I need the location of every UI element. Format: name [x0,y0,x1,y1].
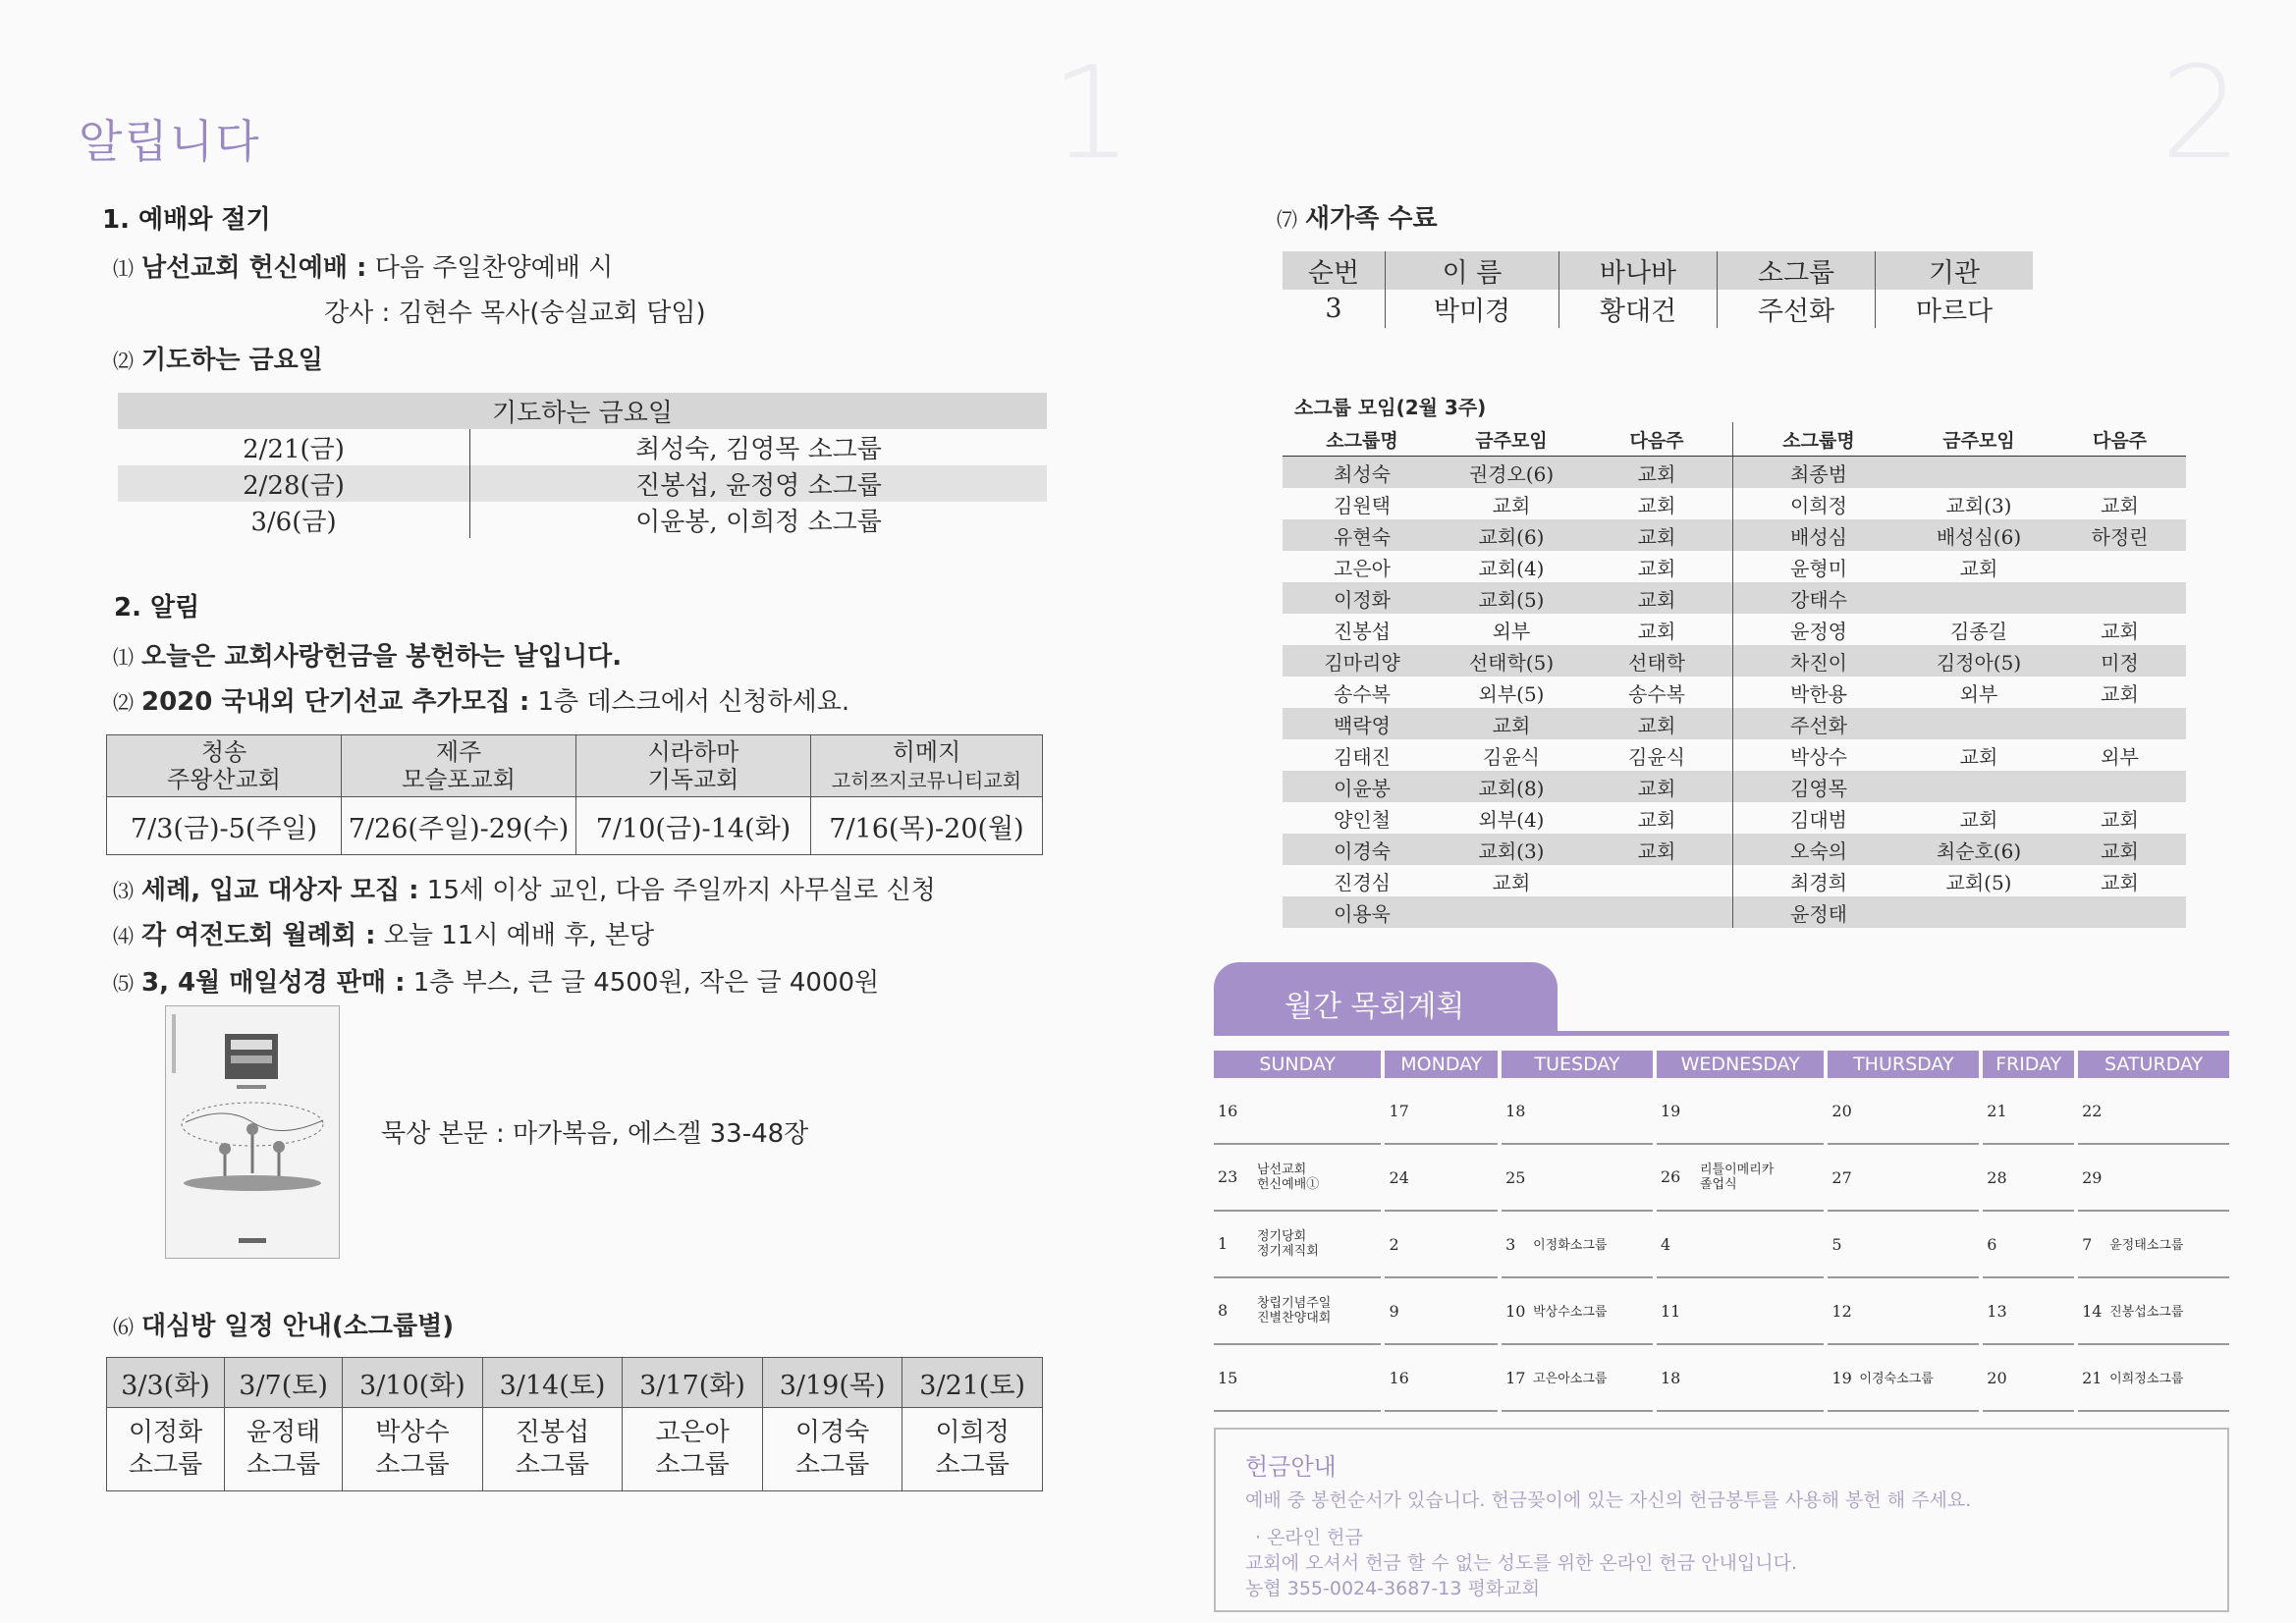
group-cell [1581,865,1733,896]
notice-2-2: ⑵ 2020 국내외 단기선교 추가모집 : 1층 데스크에서 신청하세요. [113,687,850,717]
group-header: 금주모임 [1904,422,2053,457]
group-cell: 교회(4) [1478,556,1545,580]
notice-item-2: ⑵ 기도하는 금요일 [113,346,323,375]
day-number: 23 [1218,1166,1238,1186]
newfam-cell: 황대건 [1559,290,1718,328]
offering-line-2: · 온라인 헌금 [1255,1527,1363,1548]
group-cell: 교회(5) [1442,582,1581,614]
calendar-event: 진봉섭소그룹 [2109,1304,2184,1320]
group-cell: 교회 [1637,619,1676,643]
calendar-day [2078,1212,2229,1278]
calendar-week [1214,1278,2229,1345]
weekday-header: WEDNESDAY [1657,1051,1824,1078]
day-number: 8 [1218,1300,1229,1320]
calendar-day [1385,1278,1498,1345]
group-cell: 교회 [1959,744,1998,769]
calendar-day [1214,1078,1381,1145]
day-number: 21 [2082,1368,2103,1387]
group-cell: 교회 [1959,807,1998,832]
calendar-day [2078,1078,2229,1145]
group-cell [1904,708,2053,739]
calendar-day [1385,1078,1498,1145]
calendar-event: 창립기념주일 진별찬양대회 [1257,1296,1332,1325]
group-cell: 교회 [1637,493,1676,517]
group-cell: 송수복 [1334,681,1391,706]
group-row [1283,896,2186,928]
group-cell [2053,457,2186,489]
group-cell: 외부(4) [1478,807,1545,832]
group-cell: 배성심 [1733,519,1905,551]
group-cell: 교회(3) [1442,834,1581,865]
day-number: 9 [1389,1301,1399,1321]
calendar-day [1385,1145,1498,1212]
group-cell [2053,896,2186,928]
day-number: 17 [1389,1101,1409,1120]
mission-date: 7/16(목)-20(월) [811,797,1043,855]
mission-place: 제주 모슬포교회 [342,735,576,797]
day-number: 15 [1218,1368,1238,1387]
group-cell: 김대범 [1733,802,1905,834]
calendar-day [2078,1145,2229,1212]
calendar-event: 남선교회 헌신예배① [1257,1163,1320,1192]
group-cell: 김영목 [1733,771,1905,802]
group-header: 소그룹명 [1283,422,1442,457]
group-row [1283,457,2186,489]
group-cell: 진봉섭 [1334,619,1391,643]
group-cell: 최성숙 [1283,457,1442,489]
group-cell: 교회 [2101,619,2139,643]
group-cell: 외부(5) [1478,681,1545,706]
weekday-header: FRIDAY [1983,1051,2074,1078]
group-cell: 윤정태 [1733,896,1905,928]
visit-group: 윤정태 소그룹 [225,1408,343,1491]
group-cell: 교회(3) [1945,493,2012,517]
day-number: 20 [1831,1101,1852,1120]
group-cell: 교회 [1637,807,1676,832]
group-cell: 교회 [2101,681,2139,706]
mission-place: 히메지 고히쯔지코뮤니티교회 [811,735,1043,797]
group-cell: 이용욱 [1283,896,1442,928]
group-meeting-title: 소그룹 모임(2월 3주) [1294,396,1487,419]
group-cell: 교회 [2101,807,2139,832]
group-cell: 송수복 [1628,681,1685,706]
prayer-date: 3/6(금) [118,502,470,538]
visit-group: 박상수 소그룹 [343,1408,483,1491]
calendar-day [1214,1278,1381,1345]
group-cell: 박한용 [1733,676,1905,708]
newfam-cell: 주선화 [1718,290,1876,328]
day-number: 20 [1987,1368,2007,1387]
visit-date: 3/7(토) [225,1358,343,1408]
calendar-week [1214,1345,2229,1412]
calendar-day [1983,1278,2074,1345]
group-cell: 교회 [2101,493,2139,517]
page-number-2: 2 [2160,38,2242,188]
day-number: 18 [1660,1368,1681,1387]
day-number: 25 [1505,1167,1526,1187]
offering-line-3: 교회에 오셔서 헌금 할 수 없는 성도를 위한 온라인 헌금 안내입니다. [1245,1552,1797,1574]
notice-2-3: ⑶ 세례, 입교 대상자 모집 : 15세 이상 교인, 다음 주일까지 사무실로 신청 [113,876,936,905]
day-number: 19 [1831,1368,1852,1387]
group-cell: 김원택 [1334,493,1391,517]
page-title: 알립니다 [79,115,261,168]
group-cell: 교회 [1492,493,1531,517]
calendar-day [1502,1078,1653,1145]
offering-info-box [1214,1428,2229,1612]
group-row [1283,708,2186,739]
group-header: 다음주 [2053,422,2186,457]
newfam-cell: 박미경 [1386,290,1559,328]
group-cell: 진경심 [1334,870,1391,894]
group-cell: 교회 [1581,582,1733,614]
day-number: 16 [1389,1368,1409,1387]
group-row [1283,551,2186,582]
group-cell [2053,582,2186,614]
visit-date: 3/19(목) [762,1358,902,1408]
group-cell: 교회(5) [1945,870,2012,894]
calendar-day [1657,1145,1824,1212]
prayer-date: 2/21(금) [118,429,470,465]
notice-item-1: ⑴ 남선교회 헌신예배 : 다음 주일찬양예배 시 [113,253,614,283]
calendar-day [1385,1345,1498,1412]
group-cell: 김태진 [1334,744,1391,769]
visit-date: 3/10(화) [343,1358,483,1408]
calendar-day [1983,1212,2074,1278]
group-cell: 최순호(6) [1904,834,2053,865]
offering-account: 농협 355-0024-3687-13 평화교회 [1245,1578,1540,1599]
mission-date: 7/3(금)-5(주일) [107,797,342,855]
group-row [1283,519,2186,551]
group-cell: 교회 [2101,870,2139,894]
calendar-day [1828,1278,1979,1345]
prayer-table-header: 기도하는 금요일 [118,393,1047,429]
group-cell: 김마리양 [1283,645,1442,676]
calendar-day [1828,1078,1979,1145]
group-cell: 교회 [1581,834,1733,865]
day-number: 24 [1389,1167,1409,1187]
weekday-header: THURSDAY [1828,1051,1979,1078]
weekday-header: SATURDAY [2078,1051,2229,1078]
day-number: 29 [2082,1167,2103,1187]
day-number: 19 [1660,1101,1681,1120]
calendar-event: 윤정태소그룹 [2109,1237,2184,1253]
group-cell [2053,551,2186,582]
group-cell: 외부 [1492,619,1531,643]
prayer-groups: 최성숙, 김영목 소그룹 [635,435,882,464]
prayer-groups: 진봉섭, 윤정영 소그룹 [470,465,1048,502]
group-cell: 이희정 [1733,488,1905,519]
group-cell [1581,896,1733,928]
calendar-title-tab [1214,962,1558,1033]
visit-date: 3/21(토) [902,1358,1043,1408]
calendar-day [1214,1212,1381,1278]
day-number: 18 [1505,1101,1526,1120]
group-cell: 권경오(6) [1442,457,1581,489]
group-row [1283,676,2186,708]
group-cell: 김정아(5) [1904,645,2053,676]
calendar-title-rule [1214,1031,2229,1036]
newfam-header: 순번 [1283,251,1386,290]
day-number: 5 [1831,1234,1842,1254]
section1-heading: 1. 예배와 절기 [102,205,271,235]
day-number: 21 [1987,1101,2007,1120]
group-cell: 박상수 [1733,739,1905,771]
group-cell: 교회(8) [1442,771,1581,802]
calendar-day [1657,1078,1824,1145]
group-cell: 오숙의 [1733,834,1905,865]
group-row [1283,771,2186,802]
group-row [1283,614,2186,645]
offering-line-1: 예배 중 봉헌순서가 있습니다. 헌금꽂이에 있는 자신의 헌금봉투를 사용해 봉헌 해 주세요. [1245,1489,1972,1511]
group-cell: 김윤식 [1483,744,1540,769]
small-group-table [1283,422,2186,928]
mission-table [106,734,1043,855]
group-cell: 이정화 [1283,582,1442,614]
group-cell: 교회 [1492,870,1531,894]
group-cell: 교회(6) [1442,519,1581,551]
newfam-header: 바나바 [1559,251,1718,290]
calendar-day [1983,1345,2074,1412]
visit-date: 3/3(화) [107,1358,225,1408]
group-cell: 교회 [1581,519,1733,551]
newfam-cell: 마르다 [1915,297,1994,327]
calendar-day [1502,1212,1653,1278]
day-number: 22 [2082,1101,2103,1120]
day-number: 11 [1660,1301,1681,1321]
monthly-calendar [1210,1051,2233,1412]
day-number: 16 [1218,1101,1238,1120]
group-cell: 교회 [1959,556,1998,580]
new-family-table [1283,251,2033,328]
group-cell: 최경희 [1733,865,1905,896]
notice-2-7: ⑺ 새가족 수료 [1277,204,1438,234]
group-cell: 선태학 [1581,645,1733,676]
group-cell: 강태수 [1733,582,1905,614]
mission-place: 시라하마 기독교회 [576,735,811,797]
group-header: 소그룹명 [1733,422,1905,457]
group-cell: 교회 [1442,708,1581,739]
calendar-day [1502,1278,1653,1345]
visit-date: 3/14(토) [482,1358,623,1408]
calendar-week [1214,1212,2229,1278]
calendar-day [1657,1345,1824,1412]
newfam-header: 이 름 [1386,251,1559,290]
calendar-day [1214,1345,1381,1412]
day-number: 10 [1505,1301,1526,1321]
group-row [1283,802,2186,834]
group-row [1283,582,2186,614]
weekday-header: TUESDAY [1502,1051,1653,1078]
weekday-header: SUNDAY [1214,1051,1381,1078]
visit-group: 이희정 소그룹 [902,1408,1043,1491]
day-number: 7 [2082,1234,2093,1254]
group-cell [2053,771,2186,802]
group-row [1283,834,2186,865]
calendar-day [1828,1145,1979,1212]
group-cell: 배성심(6) [1904,519,2053,551]
group-cell [1442,896,1581,928]
visit-group: 고은아 소그룹 [623,1408,763,1491]
group-cell: 교회 [1581,457,1733,489]
calendar-day [1828,1345,1979,1412]
day-number: 4 [1660,1234,1671,1254]
group-row [1283,488,2186,519]
calendar-event: 정기당회 정기제직회 [1257,1229,1319,1259]
calendar-event: 이희정소그룹 [2109,1371,2184,1386]
calendar-event: 이정화소그룹 [1533,1237,1608,1253]
day-number: 3 [1505,1234,1516,1254]
day-number: 1 [1218,1233,1229,1253]
calendar-day [1983,1145,2074,1212]
offering-title: 헌금안내 [1245,1453,1337,1481]
mission-date: 7/10(금)-14(화) [576,797,811,855]
group-cell: 교회 [1581,771,1733,802]
mission-date: 7/26(주일)-29(수) [342,797,576,855]
group-header: 다음주 [1581,422,1733,457]
page-number-1: 1 [1051,38,1132,188]
group-cell: 윤정영 [1733,614,1905,645]
day-number: 6 [1987,1234,1997,1254]
prayer-date: 2/28(금) [118,465,470,502]
visit-group: 진봉섭 소그룹 [482,1408,623,1491]
group-cell: 외부 [2101,744,2139,769]
calendar-week [1214,1145,2229,1212]
calendar-event: 이경숙소그룹 [1859,1371,1934,1386]
calendar-event: 고은아소그룹 [1533,1371,1608,1386]
group-cell: 하정린 [2053,519,2186,551]
weekday-header: MONDAY [1385,1051,1498,1078]
group-cell: 교회 [2053,834,2186,865]
day-number: 28 [1987,1167,2007,1187]
calendar-day [1385,1212,1498,1278]
group-cell: 윤형미 [1733,551,1905,582]
group-row [1283,645,2186,676]
book-caption: 묵상 본문 : 마가복음, 에스겔 33-48장 [381,1119,809,1149]
group-cell: 백락영 [1283,708,1442,739]
visit-group: 이경숙 소그룹 [762,1408,902,1491]
calendar-day [1828,1212,1979,1278]
group-cell: 고은아 [1334,556,1391,580]
day-number: 27 [1831,1167,1852,1187]
notice-2-1: ⑴ 오늘은 교회사랑헌금을 봉헌하는 날입니다. [113,642,623,672]
group-header: 금주모임 [1442,422,1581,457]
group-cell [1904,896,2053,928]
group-cell: 교회 [1581,708,1733,739]
bible-book-cover-image [165,1005,340,1259]
group-cell: 차진이 [1733,645,1905,676]
prayer-friday-table [118,393,1047,538]
notice-item-1-speaker: 강사 : 김현수 목사(숭실교회 담임) [324,298,706,328]
visit-group: 이정화 소그룹 [107,1408,225,1491]
day-number: 14 [2082,1301,2103,1321]
newfam-header: 기관 [1876,251,2034,290]
newfam-cell: 3 [1283,290,1386,328]
group-cell [1904,457,2053,489]
visit-date: 3/17(화) [623,1358,763,1408]
small-group-rows [1283,457,2186,929]
group-cell: 미정 [2053,645,2186,676]
day-number: 26 [1660,1166,1681,1186]
group-cell: 주선화 [1733,708,1905,739]
notice-2-4: ⑷ 각 여전도회 월례회 : 오늘 11시 예배 후, 본당 [113,921,655,950]
day-number: 17 [1505,1368,1526,1387]
notice-2-6: ⑹ 대심방 일정 안내(소그룹별) [113,1312,455,1341]
group-cell: 외부 [1959,681,1998,706]
prayer-groups: 이윤봉, 이희정 소그룹 [635,508,882,537]
visitation-table [106,1357,1043,1491]
day-number: 2 [1389,1234,1399,1254]
group-cell [1904,582,2053,614]
calendar-event: 리틀이메리카 졸업식 [1699,1163,1775,1192]
calendar-event: 박상수소그룹 [1533,1304,1608,1320]
group-row [1283,865,2186,896]
day-number: 12 [1831,1301,1852,1321]
calendar-day [1502,1145,1653,1212]
group-cell: 양인철 [1334,807,1391,832]
calendar-day [1657,1278,1824,1345]
newfam-header: 소그룹 [1718,251,1876,290]
group-cell [1904,771,2053,802]
group-cell: 김종길 [1950,619,2007,643]
section2-heading: 2. 알림 [114,593,200,622]
group-cell: 이윤봉 [1283,771,1442,802]
group-cell: 유현숙 [1283,519,1442,551]
mission-place: 청송 주왕산교회 [107,735,342,797]
calendar-title: 월간 목회계획 [1285,990,1465,1024]
day-number: 13 [1987,1301,2007,1321]
calendar-day [2078,1278,2229,1345]
calendar-day [1214,1145,1381,1212]
group-row [1283,739,2186,771]
group-cell: 이경숙 [1283,834,1442,865]
group-cell: 최종범 [1733,457,1905,489]
calendar-day [2078,1345,2229,1412]
group-cell: 교회 [1637,556,1676,580]
group-cell: 김윤식 [1628,744,1685,769]
group-cell: 선태학(5) [1442,645,1581,676]
notice-2-5: ⑸ 3, 4월 매일성경 판매 : 1층 부스, 큰 글 4500원, 작은 글 4000원 [113,968,880,998]
calendar-week [1214,1078,2229,1145]
group-cell [2053,708,2186,739]
calendar-day [1502,1345,1653,1412]
calendar-day [1657,1212,1824,1278]
calendar-day [1983,1078,2074,1145]
